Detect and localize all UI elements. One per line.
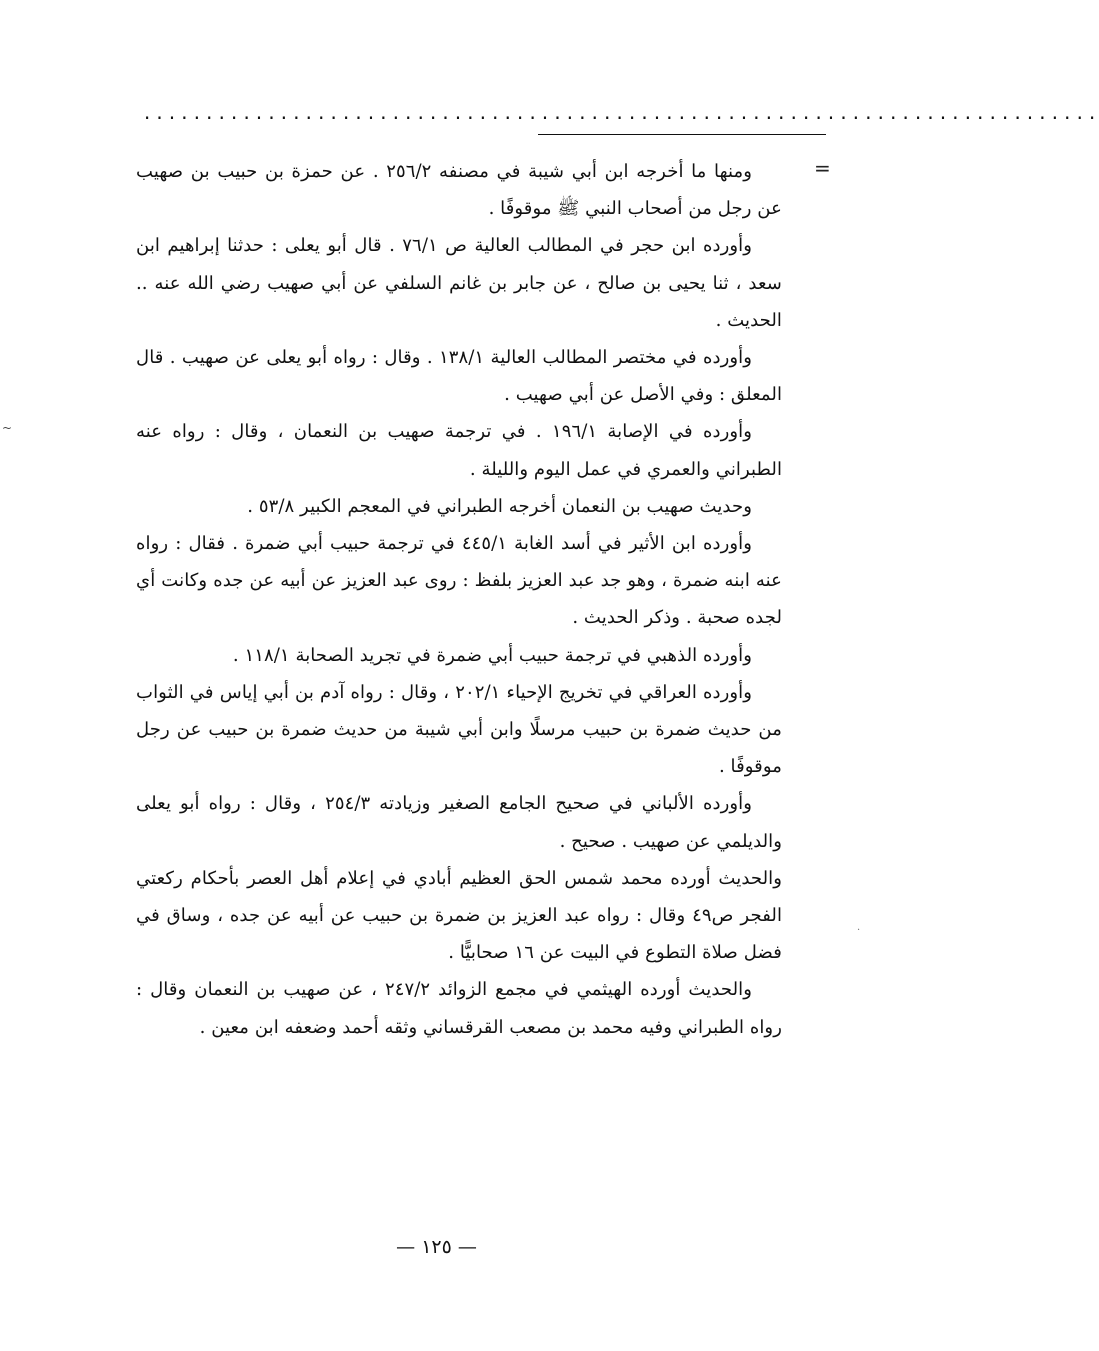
paragraph-4: وأورده في الإصابة ١٩٦/١ . في ترجمة صهيب بن النعمان ، وقال : رواه عنه الطبراني والعمري في عمل اليوم والليلة . [136,421,782,480]
main-text [136,153,782,1046]
paragraph-2: وأورده ابن حجر في المطالب العالية ص ٧٦/١ . قال أبو يعلى : حدثنا إبراهيم ابن سعد ، ثنا يحيى بن صالح ، عن جابر بن غانم السلفي عن أبي صهيب رضي الله عنه .. الحديث . [136,235,782,331]
paragraph-1: ومنها ما أخرجه ابن أبي شيبة في مصنفه ٢٥٦/٢ . عن حمزة بن حبيب بن صهيب عن رجل من أصحاب النبي ﷺ موقوفًا . [136,161,782,220]
paragraph-6: وأورده ابن الأثير في أسد الغابة ٤٤٥/١ في ترجمة حبيب أبي ضمرة . فقال : رواه عنه ابنه ضمرة ، وهو جد عبد العزيز بلفظ : روى عبد العزيز عن أبيه عن جده وكانت أي لجده صحبة . وذكر الحديث . [136,533,782,629]
paragraph-3: وأورده في مختصر المطالب العالية ١٣٨/١ . وقال : رواه أبو يعلى عن صهيب . قال المعلق : وفي الأصل عن أبي صهيب . [136,347,782,406]
header-dotted-line: ............................................................................. [142,104,1099,124]
paragraph-10: والحديث أورده محمد شمس الحق العظيم أبادي في إعلام أهل العصر بأحكام ركعتي الفجر ص٤٩ وقال : رواه عبد العزيز بن ضمرة بن حبيب عن أبيه عن جده ، وساق في فضل صلاة التطوع في البيت عن ١٦ صحابيًّا . [136,867,782,964]
page-number: — ١٢٥ — [396,1236,477,1258]
paragraph-7: وأورده الذهبي في ترجمة حبيب أبي ضمرة في تجريد الصحابة ١١٨/١ . [232,644,752,666]
continuation-mark: = [814,156,831,180]
paragraph-8: وأورده العراقي في تخريج الإحياء ٢٠٢/١ ، وقال : رواه آدم بن أبي إياس في الثواب من حديث ضمرة بن حبيب مرسلًا وابن أبي شيبة من حديث ضمرة بن حبيب عن رجل موقوفًا . [136,681,782,778]
scan-speck-icon: ~ [2,421,13,435]
paragraph-5: وحديث صهيب بن النعمان أخرجه الطبراني في المعجم الكبير ٥٣/٨ . [247,495,752,517]
footnote-separator [538,134,826,135]
scan-speck-icon-2: · [857,925,861,936]
paragraph-11: والحديث أورده الهيثمي في مجمع الزوائد ٢٤٧/٢ ، عن صهيب بن النعمان وقال : رواه الطبراني وفيه محمد بن مصعب القرقساني وثقه أحمد وضعفه ابن معين . [136,979,782,1038]
paragraph-9: وأورده الألباني في صحيح الجامع الصغير وزيادته ٢٥٤/٣ ، وقال : رواه أبو يعلى والديلمي عن صهيب . صحيح . [136,793,782,852]
